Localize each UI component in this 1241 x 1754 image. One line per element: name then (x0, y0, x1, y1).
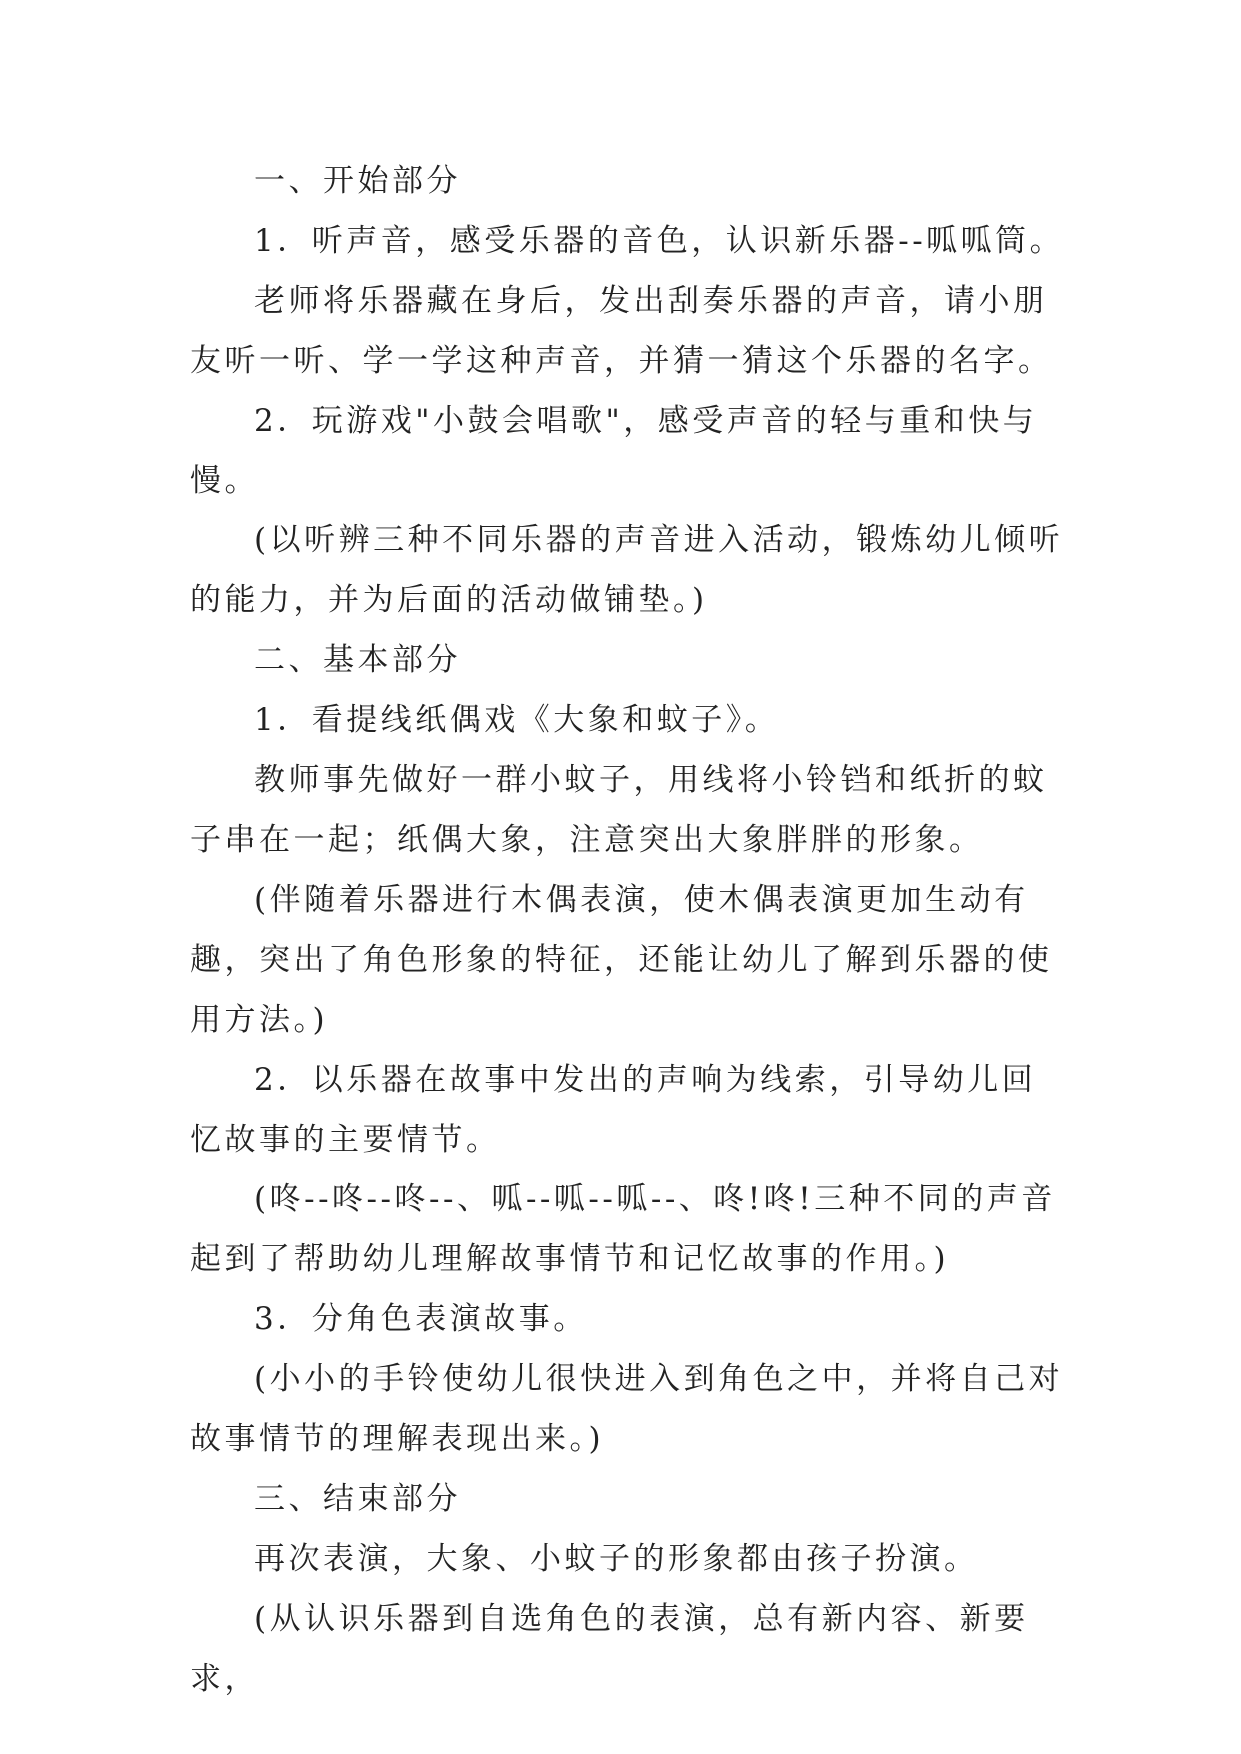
paragraph: 2．玩游戏"小鼓会唱歌"，感受声音的轻与重和快与慢。 (190, 402, 1038, 499)
paragraph: (小小的手铃使幼儿很快进入到角色之中，并将自己对故事情节的理解表现出来。) (190, 1361, 1064, 1458)
paragraph: 2．以乐器在故事中发出的声响为线索，引导幼儿回忆故事的主要情节。 (190, 1061, 1037, 1158)
section-heading: 二、基本部分 (254, 642, 461, 679)
paragraph: 教师事先做好一群小蚊子，用线将小铃铛和纸折的蚊子串在一起；纸偶大象，注意突出大象胖胖的形象。 (190, 762, 1048, 858)
paragraph: 再次表演，大象、小蚊子的形象都由孩子扮演。 (254, 1540, 979, 1577)
paragraph: (伴随着乐器进行木偶表演，使木偶表演更加生动有趣，突出了角色形象的特征，还能让幼儿了解到乐器的使用方法。) (190, 881, 1053, 1038)
paragraph: 1．听声音，感受乐器的音色，认识新乐器--呱呱筒。 (254, 222, 1065, 259)
paragraph: (从认识乐器到自选角色的表演，总有新内容、新要求， (190, 1600, 1029, 1697)
paragraph: (咚--咚--咚--、呱--呱--呱--、咚!咚!三种不同的声音起到了帮助幼儿理解故事情节和记忆故事的作用。) (190, 1181, 1056, 1278)
paragraph: 3．分角色表演故事。 (254, 1301, 588, 1338)
paragraph: (以听辨三种不同乐器的声音进入活动，锻炼幼儿倾听的能力，并为后面的活动做铺垫。) (190, 522, 1064, 619)
document-body (190, 152, 1070, 1710)
paragraph: 1．看提线纸偶戏《大象和蚊子》。 (254, 702, 780, 739)
paragraph: 老师将乐器藏在身后，发出刮奏乐器的声音，请小朋友听一听、学一学这种声音，并猜一猜这个乐器的名字。 (190, 282, 1053, 379)
section-heading: 一、开始部分 (254, 163, 461, 199)
section-heading: 三、结束部分 (254, 1480, 461, 1517)
